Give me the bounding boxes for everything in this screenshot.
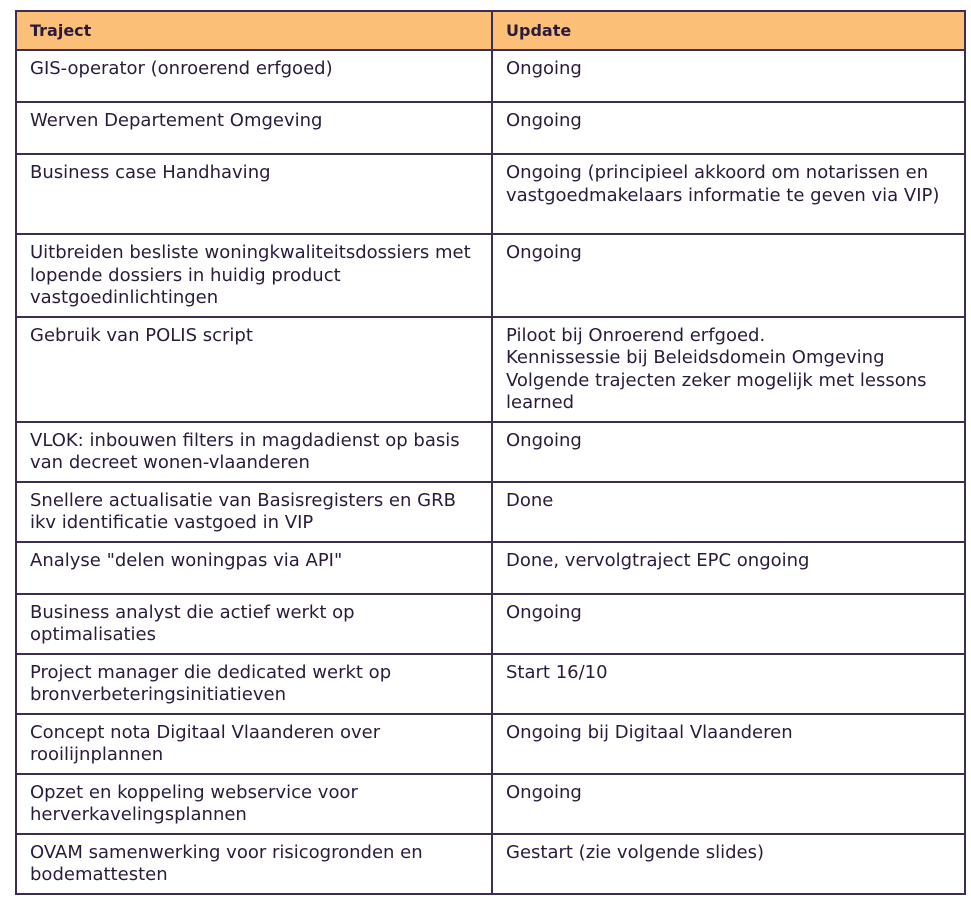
cell-update: Ongoing: [492, 50, 965, 102]
table-row: [16, 774, 965, 834]
cell-traject: Snellere actualisatie van Basisregisters en GRB ikv identificatie vastgoed in VIP: [16, 482, 492, 542]
table-header-row: [16, 11, 965, 50]
cell-traject: Business analyst die actief werkt op optimalisaties: [16, 594, 492, 654]
cell-update: Ongoing: [492, 422, 965, 482]
cell-traject: Project manager die dedicated werkt op bronverbeteringsinitiatieven: [16, 654, 492, 714]
cell-traject: Concept nota Digitaal Vlaanderen over rooilijnplannen: [16, 714, 492, 774]
cell-update: Ongoing: [492, 594, 965, 654]
cell-traject: Business case Handhaving: [16, 154, 492, 234]
table-body: [16, 50, 965, 894]
column-header-update: Update: [492, 11, 965, 50]
cell-update: Start 16/10: [492, 654, 965, 714]
cell-update: Gestart (zie volgende slides): [492, 834, 965, 894]
column-header-traject: Traject: [16, 11, 492, 50]
table-row: [16, 234, 965, 317]
cell-update: Piloot bij Onroerend erfgoed. Kennissessie bij Beleidsdomein Omgeving Volgende trajecten zeker mogelijk met lessons learned: [492, 317, 965, 422]
table-container: [15, 10, 966, 895]
cell-traject: OVAM samenwerking voor risicogronden en bodemattesten: [16, 834, 492, 894]
table-row: [16, 654, 965, 714]
table-row: [16, 317, 965, 422]
cell-traject: VLOK: inbouwen filters in magdadienst op basis van decreet wonen-vlaanderen: [16, 422, 492, 482]
cell-traject: Analyse "delen woningpas via API": [16, 542, 492, 594]
cell-update: Ongoing: [492, 234, 965, 317]
table-row: [16, 714, 965, 774]
cell-update: Done, vervolgtraject EPC ongoing: [492, 542, 965, 594]
cell-update: Ongoing (principieel akkoord om notarissen en vastgoedmakelaars informatie te geven via VIP): [492, 154, 965, 234]
cell-update: Ongoing: [492, 102, 965, 154]
cell-traject: Opzet en koppeling webservice voor herverkavelingsplannen: [16, 774, 492, 834]
cell-traject: Uitbreiden besliste woningkwaliteitsdossiers met lopende dossiers in huidig product vastgoedinlichtingen: [16, 234, 492, 317]
table-row: [16, 102, 965, 154]
table-row: [16, 834, 965, 894]
table-row: [16, 154, 965, 234]
table-row: [16, 422, 965, 482]
table-row: [16, 50, 965, 102]
table-row: [16, 594, 965, 654]
project-status-table: [15, 10, 966, 895]
cell-update: Done: [492, 482, 965, 542]
cell-traject: Gebruik van POLIS script: [16, 317, 492, 422]
cell-traject: Werven Departement Omgeving: [16, 102, 492, 154]
cell-traject: GIS-operator (onroerend erfgoed): [16, 50, 492, 102]
cell-update: Ongoing bij Digitaal Vlaanderen: [492, 714, 965, 774]
table-row: [16, 542, 965, 594]
cell-update: Ongoing: [492, 774, 965, 834]
table-row: [16, 482, 965, 542]
